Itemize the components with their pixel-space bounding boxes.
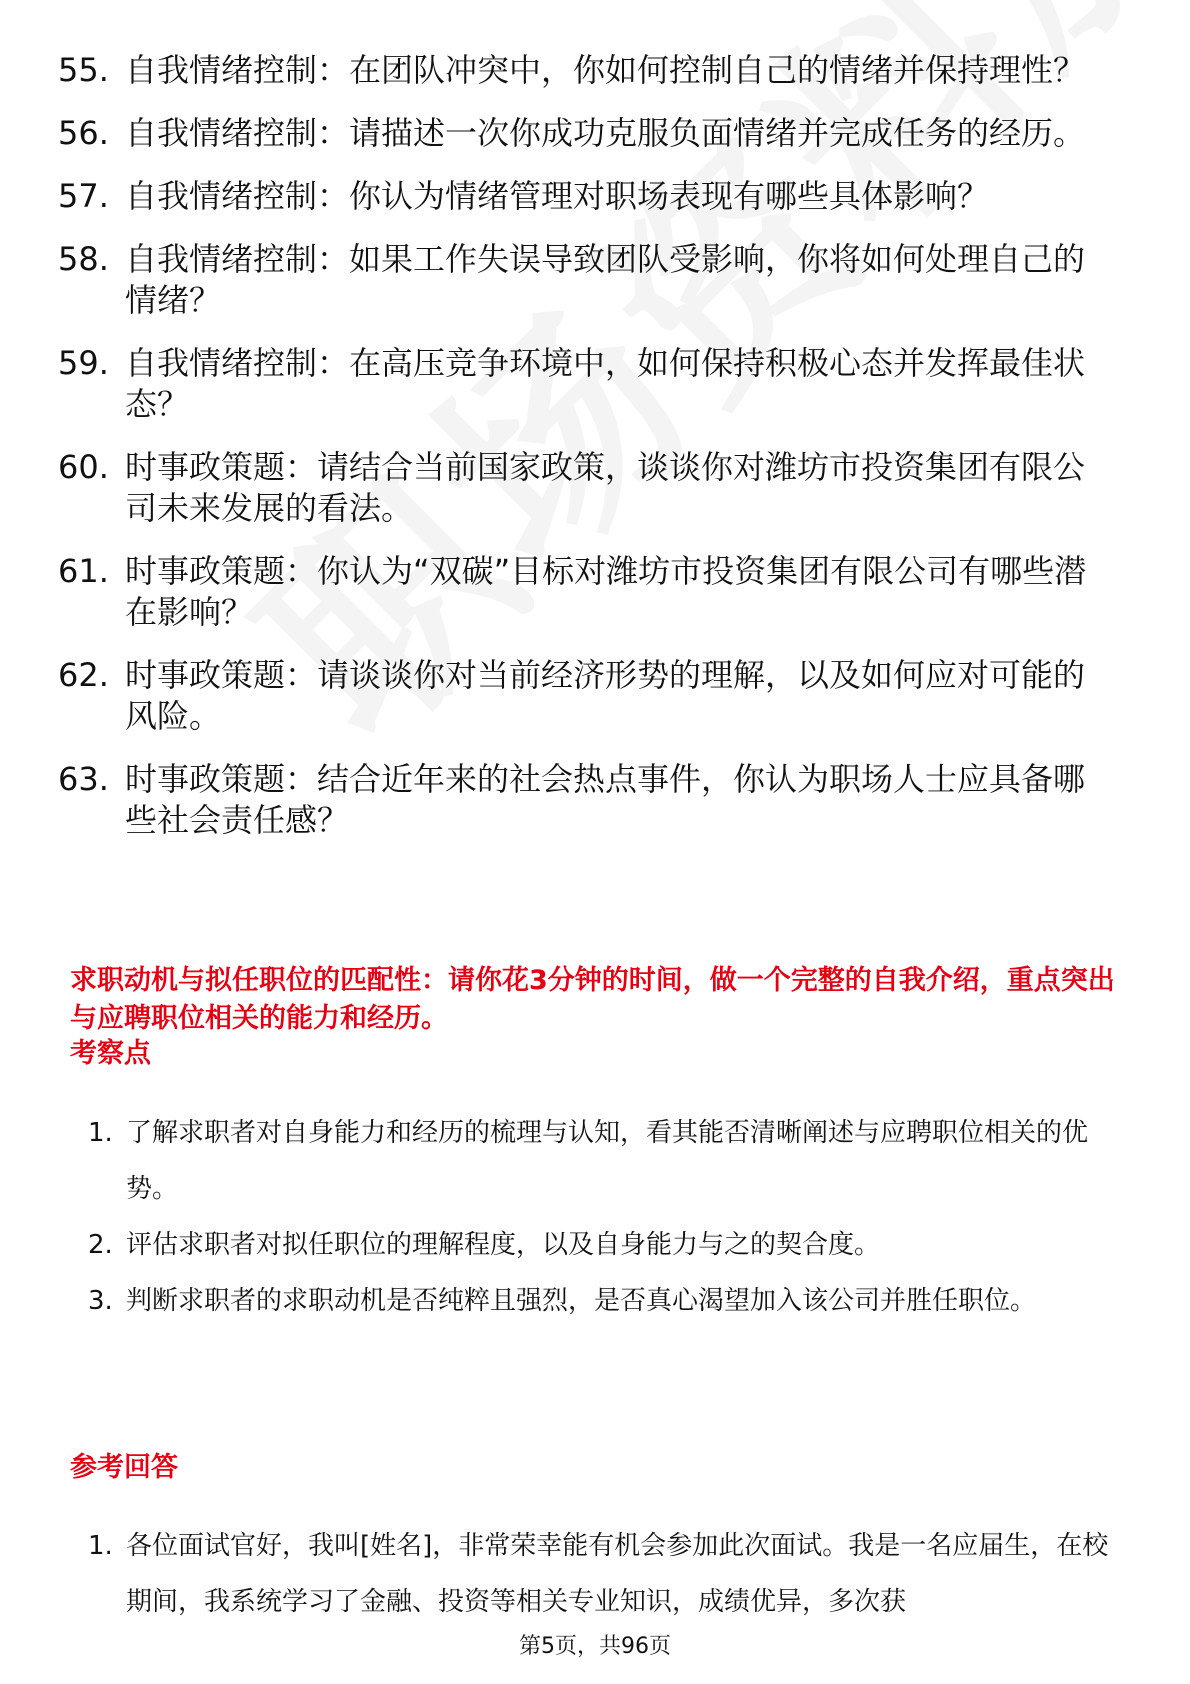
question-text: 时事政策题：你认为“双碳”目标对潍坊市投资集团有限公司有哪些潜在影响？ [125, 552, 1087, 631]
question-item [58, 447, 1108, 529]
inspection-text: 了解求职者对自身能力和经历的梳理与认知，看其能否清晰阐述与应聘职位相关的优势。 [126, 1118, 1089, 1204]
question-item [58, 50, 1108, 91]
question-item [58, 551, 1108, 633]
inspection-list [88, 1105, 1118, 1329]
question-item [58, 239, 1108, 321]
reference-list [88, 1518, 1118, 1630]
question-text: 时事政策题：请结合当前国家政策，谈谈你对潍坊市投资集团有限公司未来发展的看法。 [125, 448, 1086, 527]
question-item [58, 113, 1108, 154]
reference-item [88, 1518, 1118, 1630]
question-number: 56. [58, 114, 109, 152]
question-number: 60. [58, 448, 109, 486]
question-number: 61. [58, 552, 109, 590]
question-number: 62. [58, 656, 109, 694]
inspection-number: 2. [88, 1230, 113, 1260]
question-item [58, 655, 1108, 737]
question-number: 59. [58, 344, 109, 382]
inspection-item [88, 1217, 1118, 1273]
question-list [58, 50, 1108, 863]
question-text: 时事政策题：请谈谈你对当前经济形势的理解，以及如何应对可能的风险。 [125, 656, 1086, 735]
inspection-item [88, 1273, 1118, 1329]
question-item [58, 759, 1108, 841]
reference-number: 1. [88, 1531, 113, 1561]
question-text: 自我情绪控制：请描述一次你成功克服负面情绪并完成任务的经历。 [125, 114, 1086, 152]
question-number: 58. [58, 240, 109, 278]
inspection-number: 3. [88, 1286, 113, 1316]
question-text: 自我情绪控制：如果工作失误导致团队受影响，你将如何处理自己的情绪？ [125, 240, 1086, 319]
question-number: 63. [58, 760, 109, 798]
inspection-text: 评估求职者对拟任职位的理解程度，以及自身能力与之的契合度。 [126, 1230, 881, 1260]
question-number: 57. [58, 177, 109, 215]
question-text: 自我情绪控制：在高压竞争环境中，如何保持积极心态并发挥最佳状态？ [125, 344, 1086, 423]
page-footer: 第5页，共96页 [519, 1634, 671, 1659]
inspection-text: 判断求职者的求职动机是否纯粹且强烈，是否真心渴望加入该公司并胜任职位。 [126, 1286, 1037, 1316]
question-text: 时事政策题：结合近年来的社会热点事件，你认为职场人士应具备哪些社会责任感？ [125, 760, 1086, 839]
question-text: 自我情绪控制：你认为情绪管理对职场表现有哪些具体影响？ [125, 177, 990, 215]
reference-heading: 参考回答 [70, 1452, 178, 1483]
question-text: 自我情绪控制：在团队冲突中，你如何控制自己的情绪并保持理性？ [125, 51, 1086, 89]
reference-text: 各位面试官好，我叫[姓名]，非常荣幸能有机会参加此次面试。我是一名应届生，在校期间，我系统学习了金融、投资等相关专业知识，成绩优异，多次获 [126, 1531, 1109, 1617]
inspection-heading: 考察点 [70, 1038, 151, 1069]
question-item [58, 176, 1108, 217]
question-item [58, 343, 1108, 425]
section-title: 求职动机与拟任职位的匹配性：请你花3分钟的时间，做一个完整的自我介绍，重点突出与应聘职位相关的能力和经历。 [70, 965, 1115, 1034]
question-number: 55. [58, 51, 109, 89]
inspection-item [88, 1105, 1118, 1217]
inspection-number: 1. [88, 1118, 113, 1148]
